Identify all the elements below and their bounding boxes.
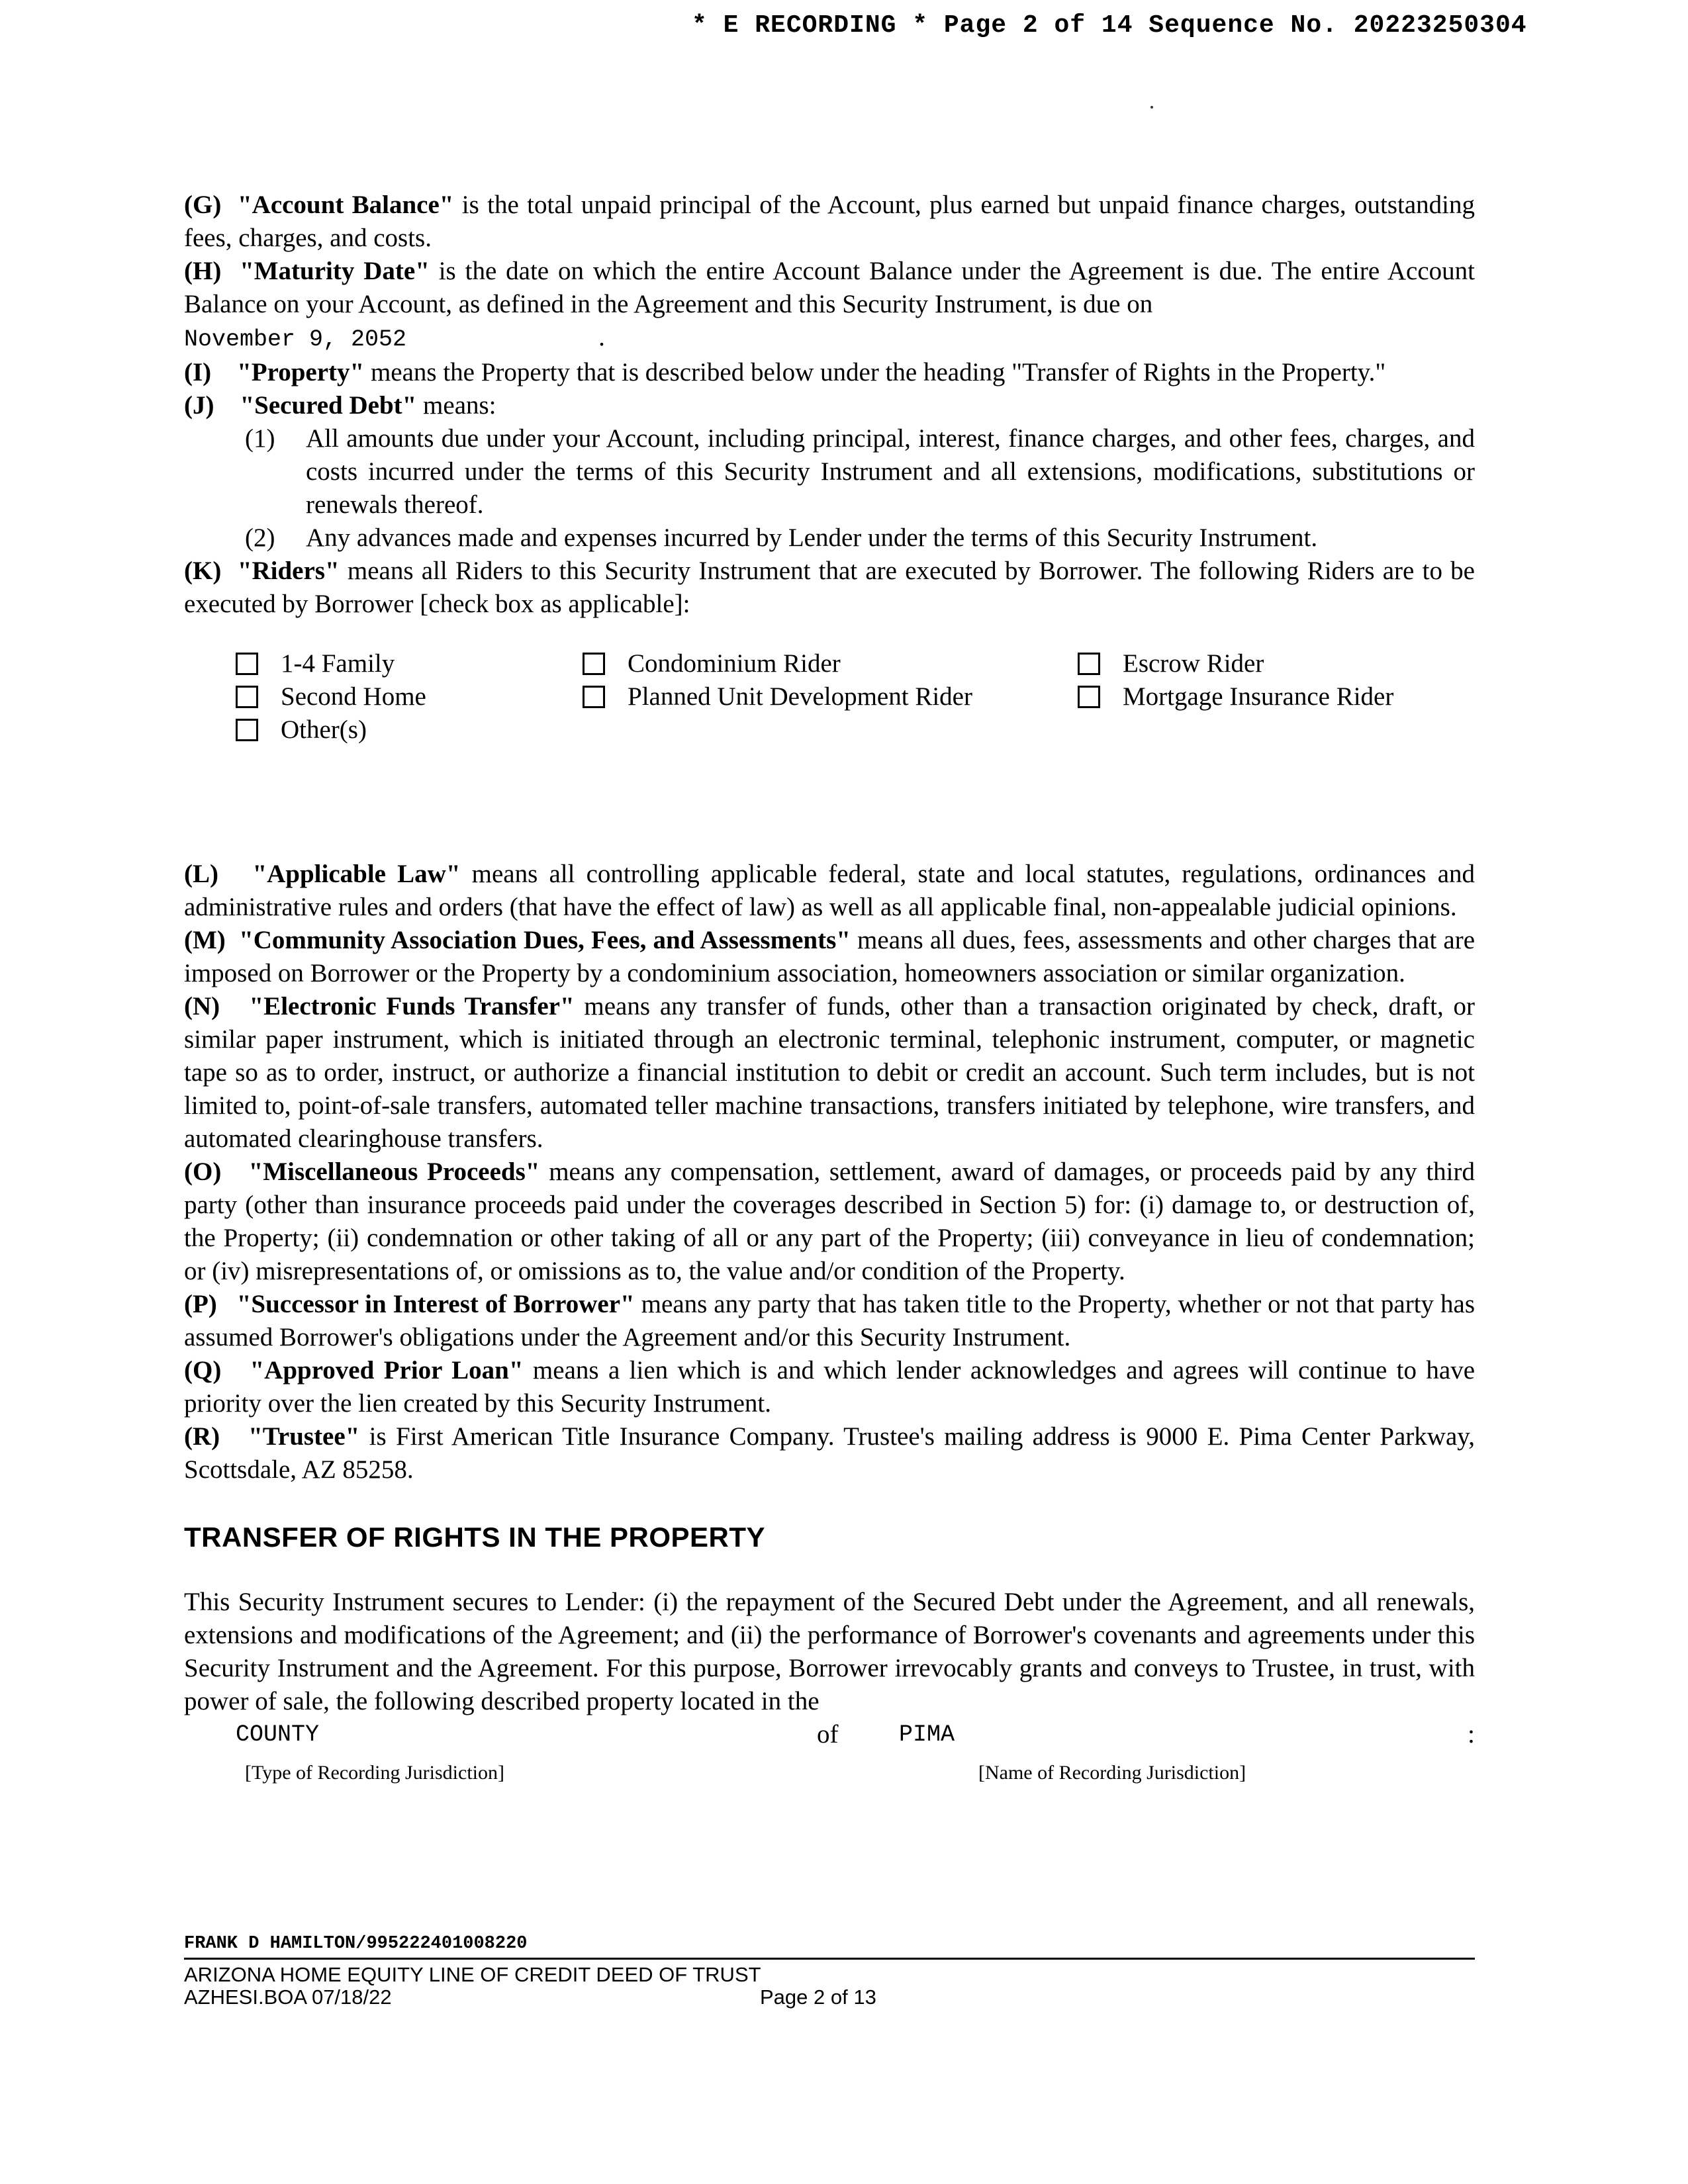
definition-k: (K) "Riders" means all Riders to this Security Instrument that are executed by Borrower. The following Riders are to be executed by Borrower [check box as applicable]: [184,557,1475,618]
scan-speck [1150,106,1153,109]
jurisdiction-name: PIMA [899,1721,955,1748]
checkbox[interactable] [583,653,605,675]
rider-second-home[interactable]: Second Home [236,680,426,713]
rider-mortgage-insurance[interactable]: Mortgage Insurance Rider [1078,680,1393,713]
form-title: ARIZONA HOME EQUITY LINE OF CREDIT DEED OF TRUST [184,1963,761,1986]
form-code: AZHESI.BOA 07/18/22 [184,1985,392,2009]
definition-h: (H) "Maturity Date" is the date on which the entire Account Balance under the Agreement is due. The entire Account Balance on your Account, as defined in the Agreement and this Security Instrument, is due on November 9, 2052 . [184,257,1475,353]
type-caption: [Type of Recording Jurisdiction] [245,1762,504,1784]
definition-p: (P) "Successor in Interest of Borrower" means any party that has taken title to the Property, whether or not that party has assumed Borrower's obligations under the Agreement and/or this Security Instrument. [184,1290,1476,1351]
document-body [184,189,1475,1791]
maturity-date: November 9, 2052 [184,326,407,353]
name-caption: [Name of Recording Jurisdiction] [978,1762,1246,1784]
rider-condominium[interactable]: Condominium Rider [583,647,841,680]
definition-j: (J) "Secured Debt" means: [184,391,496,420]
jurisdiction-of: of [817,1720,839,1749]
section-heading: TRANSFER OF RIGHTS IN THE PROPERTY [184,1522,766,1553]
definition-n: (N) "Electronic Funds Transfer" means any transfer of funds, other than a transaction originated by check, draft, or similar paper instrument, which is initiated through an electronic terminal, telephonic instrument, computer, or magnetic tape so as to order, instruct, or authorize a financial institution to debit or credit an account. Such term includes, but is not limited to, point-of-sale transfers, automated teller machine transactions, transfers initiated by telephone, wire transfers, and automated clearinghouse transfers. [184,992,1476,1153]
jurisdiction-type: COUNTY [236,1721,320,1748]
definition-r: (R) "Trustee" is First American Title Insurance Company. Trustee's mailing address is 9000 E. Pima Center Parkway, Scottsdale, AZ 85258. [184,1422,1475,1484]
secured-debt-item-1: (1) All amounts due under your Account, including principal, interest, finance charges, and other fees, charges, and costs incurred under the terms of this Security Instrument and all extensions, modifications, substitutions or renewals thereof. [245,424,1475,519]
definition-g: (G) "Account Balance" is the total unpaid principal of the Account, plus earned but unpaid finance charges, outstanding fees, charges, and costs. [184,191,1475,252]
page-number: Page 2 of 13 [760,1985,876,2009]
rider-1-4-family[interactable]: 1-4 Family [236,647,395,680]
riders-checklist [184,647,1475,780]
footer-rule [184,1958,1475,1960]
definition-o: (O) "Miscellaneous Proceeds" means any compensation, settlement, award of damages, or proceeds paid by any third party (other than insurance proceeds paid under the coverages described in Section 5) for: (i) damage to, or destruction of, the Property; (ii) condemnation or other taking of all or any part of the Property; (iii) conveyance in lieu of condemnation; or (iv) misrepresentations of, or omissions as to, the value and/or condition of the Property. [184,1158,1475,1285]
checkbox[interactable] [1078,686,1100,708]
page-footer [184,1933,1475,2009]
definition-q: (Q) "Approved Prior Loan" means a lien which is and which lender acknowledges and agrees will continue to have priority over the lien created by this Security Instrument. [184,1356,1475,1418]
definition-l: (L) "Applicable Law" means all controlling applicable federal, state and local statutes, regulations, ordinances and administrative rules and orders (that have the effect of law) as well as all applicable final, non-appealable judicial opinions. [184,860,1476,921]
checkbox[interactable] [236,719,258,741]
recording-jurisdiction [184,1718,1475,1791]
definition-m: (M) "Community Association Dues, Fees, and Assessments" means all dues, fees, assessments and other charges that are imposed on Borrower or the Property by a condominium association, homeowners association or similar organization. [184,926,1476,987]
borrower-line: FRANK D HAMILTON/995222401008220 [184,1934,528,1954]
checkbox[interactable] [236,686,258,708]
checkbox[interactable] [1078,653,1100,675]
recording-stamp: * E RECORDING * Page 2 of 14 Sequence No. 20223250304 [692,11,1527,40]
rider-pud[interactable]: Planned Unit Development Rider [583,680,972,713]
definition-i: (I) "Property" means the Property that is described below under the heading "Transfer of Rights in the Property." [184,358,1386,387]
checkbox[interactable] [236,653,258,675]
jurisdiction-colon: : [1468,1720,1475,1749]
checkbox[interactable] [583,686,605,708]
rider-others[interactable]: Other(s) [236,713,367,747]
rider-escrow[interactable]: Escrow Rider [1078,647,1264,680]
transfer-paragraph: This Security Instrument secures to Lender: (i) the repayment of the Secured Debt under the Agreement, and all renewals, extensions and modifications of the Agreement; and (ii) the performance of Borrower's covenants and agreements under this Security Instrument and the Agreement. For this purpose, Borrower irrevocably grants and conveys to Trustee, in trust, with power of sale, the following described property located in the [184,1588,1475,1715]
secured-debt-item-2: (2) Any advances made and expenses incurred by Lender under the terms of this Security Instrument. [245,523,1318,552]
